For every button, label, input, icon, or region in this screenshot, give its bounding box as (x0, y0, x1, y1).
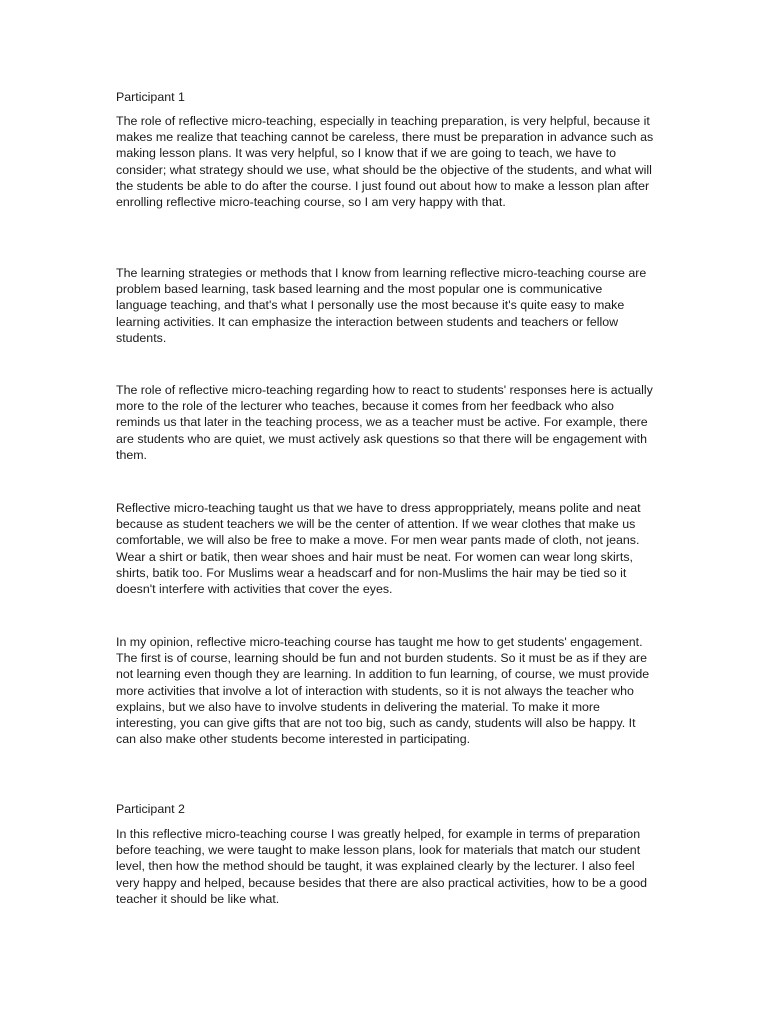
participant-1-heading: Participant 1 (116, 90, 185, 104)
participant-1-paragraph-1: The role of reflective micro-teaching, especially in teaching preparation, is very helpful, because it makes me realize that teaching cannot be careless, there must be preparation in advance such as making lesson plans. It was very helpful, so I know that if we are going to teach, we have to consider; what strategy should we use, what should be the objective of the students, and what will the students be able to do after the course. I just found out about how to make a lesson plan after enrolling reflective micro-teaching course, so I am very happy with that. (116, 114, 654, 210)
participant-1-paragraph-4: Reflective micro-teaching taught us that we have to dress approppriately, means polite and neat because as student teachers we will be the center of attention. If we wear clothes that make us comfortable, we will also be free to make a move. For men wear pants made of cloth, not jeans. Wear a shirt or batik, then wear shoes and hair must be neat. For women can wear long skirts, shirts, batik too. For Muslims wear a headscarf and for non-Muslims the hair may be tied so it doesn't interfere with activities that cover the eyes. (116, 501, 641, 597)
participant-2-paragraph-1: In this reflective micro-teaching course I was greatly helped, for example in terms of preparation before teaching, we were taught to make lesson plans, look for materials that match our student level, then how the method should be taught, it was explained clearly by the lecturer. I also feel very happy and helped, because besides that there are also practical activities, how to be a good teacher it should be like what. (116, 827, 648, 906)
participant-1-paragraph-2: The learning strategies or methods that I know from learning reflective micro-teaching course are problem based learning, task based learning and the most popular one is communicative language teaching, and that's what I personally use the most because it's quite easy to make learning activities. It can emphasize the interaction between students and teachers or fellow students. (116, 266, 647, 345)
participant-2-heading: Participant 2 (116, 802, 185, 816)
participant-1-paragraph-3: The role of reflective micro-teaching regarding how to react to students' responses here is actually more to the role of the lecturer who teaches, because it comes from her feedback who also reminds us that later in the teaching process, we as a teacher must be active. For example, there are students who are quiet, we must actively ask questions so that there will be engagement with them. (116, 383, 653, 462)
participant-1-paragraph-5: In my opinion, reflective micro-teaching course has taught me how to get students' engagement. The first is of course, learning should be fun and not burden students. So it must be as if they are not learning even though they are learning. In addition to fun learning, of course, we must provide more activities that involve a lot of interaction with students, so it is not always the teacher who explains, but we also have to involve students in delivering the material. To make it more interesting, you can give gifts that are not too big, such as candy, students will also be happy. It can also make other students become interested in participating. (116, 635, 650, 747)
